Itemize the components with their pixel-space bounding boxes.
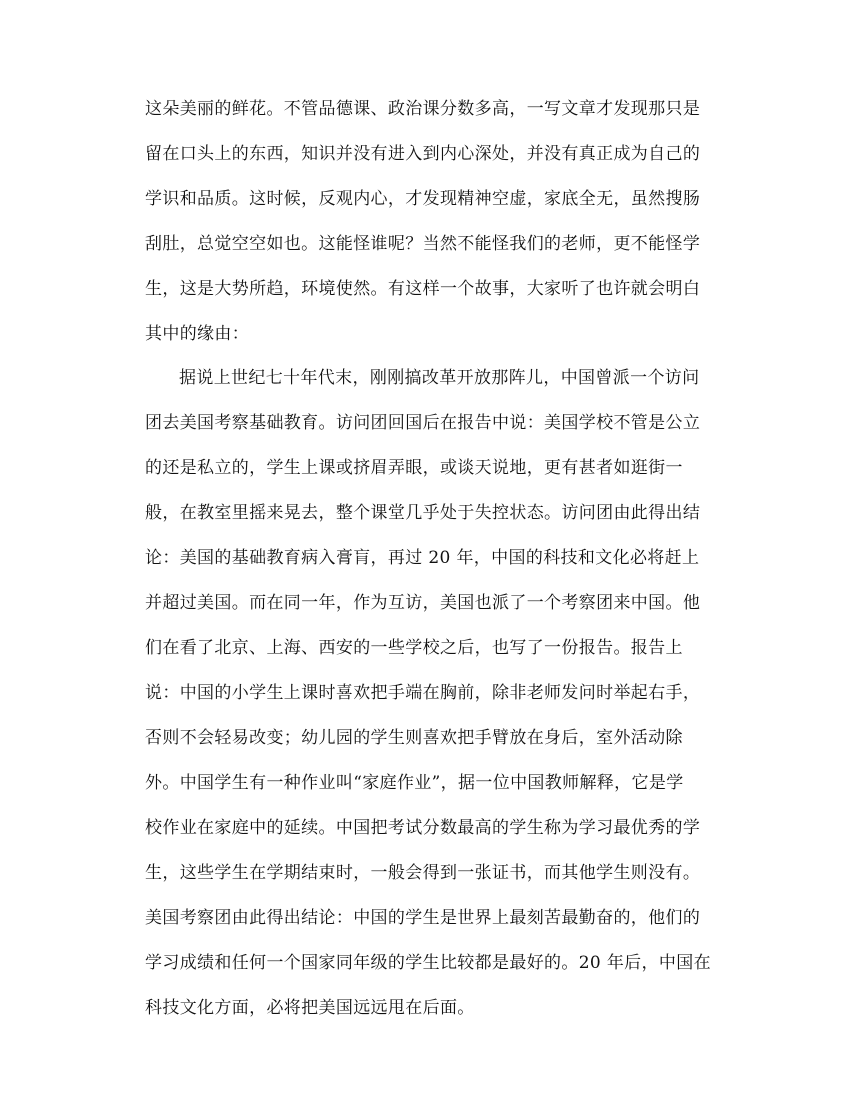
- paragraph-1-line-3: 学识和品质。这时候，反观内心，才发现精神空虚，家底全无，虽然搜肠: [145, 189, 701, 209]
- paragraph-2-line-2: 团去美国考察基础教育。访问团回国后在报告中说：美国学校不管是公立: [145, 413, 701, 433]
- paragraph-2-line-9: 否则不会轻易改变；幼儿园的学生则喜欢把手臂放在身后，室外活动除: [145, 728, 683, 748]
- paragraph-2-line-3: 的还是私立的，学生上课或挤眉弄眼，或谈天说地，更有甚者如逛街一: [145, 458, 683, 478]
- paragraph-2-line-6: 并超过美国。而在同一年，作为互访，美国也派了一个考察团来中国。他: [145, 593, 701, 613]
- paragraph-1-line-1: 这朵美丽的鲜花。不管品德课、政治课分数多高，一写文章才发现那只是: [145, 99, 701, 119]
- paragraph-1-line-6: 其中的缘由：: [145, 324, 250, 344]
- paragraph-2-line-15: 科技文化方面，必将把美国远远甩在后面。: [145, 998, 475, 1018]
- paragraph-2-line-1: 据说上世纪七十年代末，刚刚搞改革开放那阵儿，中国曾派一个访问: [179, 368, 700, 388]
- paragraph-1-line-4: 刮肚，总觉空空如也。这能怪谁呢？当然不能怪我们的老师，更不能怪学: [145, 234, 701, 254]
- paragraph-2-line-4: 般，在教室里摇来晃去，整个课堂几乎处于失控状态。访问团由此得出结: [145, 503, 701, 523]
- paragraph-2-line-7: 们在看了北京、上海、西安的一些学校之后，也写了一份报告。报告上: [145, 638, 683, 658]
- paragraph-2-line-13: 美国考察团由此得出结论：中国的学生是世界上最刻苦最勤奋的，他们的: [145, 908, 701, 928]
- paragraph-1-line-2: 留在口头上的东西，知识并没有进入到内心深处，并没有真正成为自己的: [145, 144, 701, 164]
- paragraph-1-line-5: 生，这是大势所趋，环境使然。有这样一个故事，大家听了也许就会明白: [145, 279, 701, 299]
- paragraph-2-line-14: 学习成绩和任何一个国家同年级的学生比较都是最好的。20 年后，中国在: [145, 953, 711, 973]
- paragraph-2-line-11: 校作业在家庭中的延续。中国把考试分数最高的学生称为学习最优秀的学: [145, 818, 701, 838]
- paragraph-2-line-5: 论：美国的基础教育病入膏肓，再过 20 年，中国的科技和文化必将赶上: [145, 548, 700, 568]
- paragraph-2-line-10: 外。中国学生有一种作业叫“家庭作业”，据一位中国教师解释，它是学: [145, 773, 684, 793]
- paragraph-2-line-8: 说：中国的小学生上课时喜欢把手端在胸前，除非老师发问时举起右手，: [145, 683, 701, 703]
- paragraph-2-line-12: 生，这些学生在学期结束时，一般会得到一张证书，而其他学生则没有。: [145, 863, 701, 883]
